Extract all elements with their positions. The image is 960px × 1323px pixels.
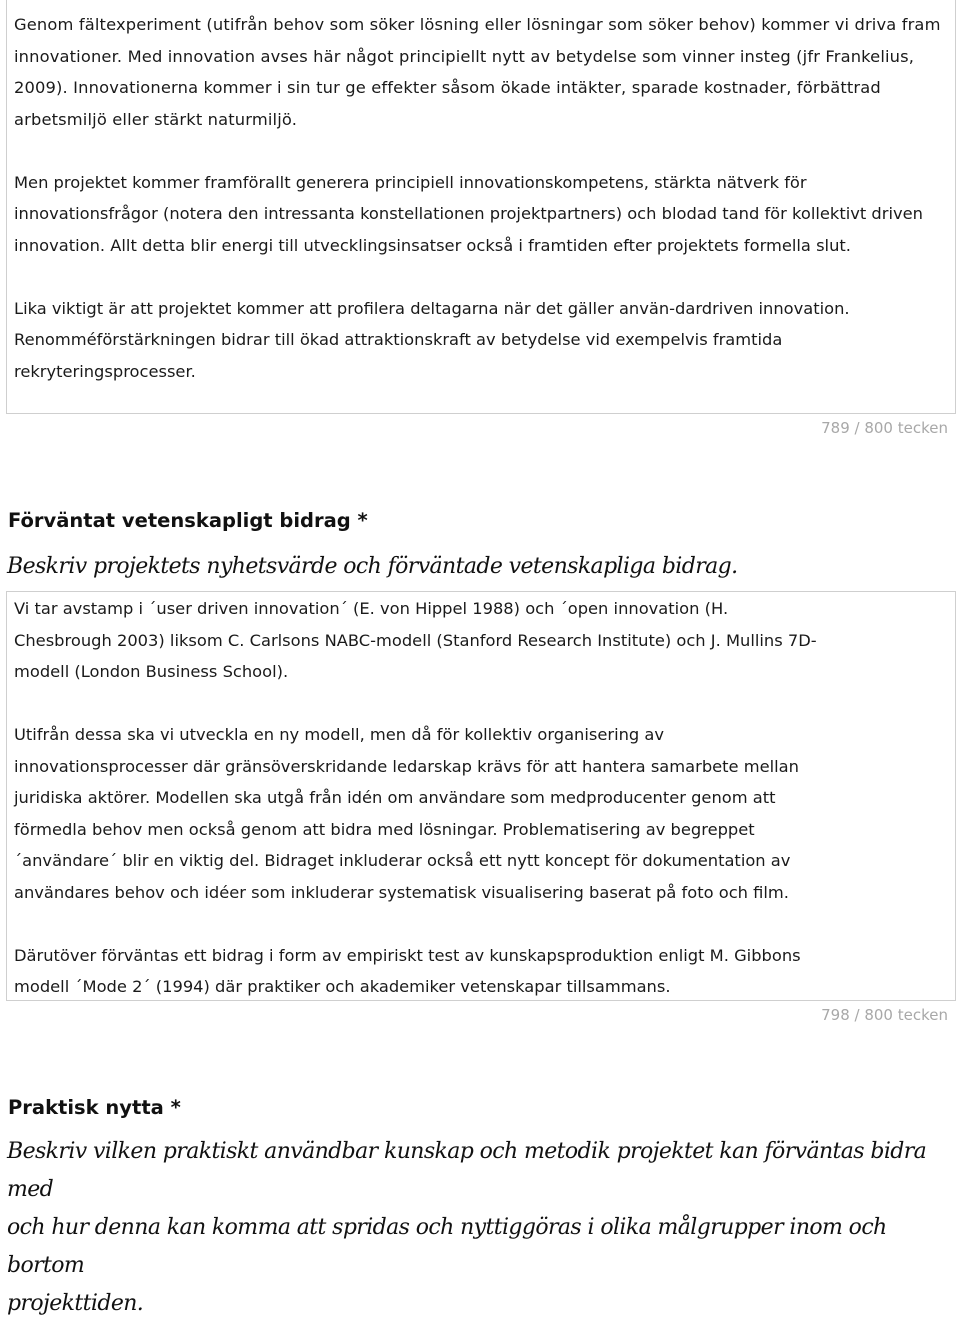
answer-paragraph: Därutöver förväntas ett bidrag i form av empiriskt test av kunskapsproduktion enligt M. Gibbons modell ´Mode 2´ (1994) där praktiker och akademiker vetenskapar tillsammans. bbox=[14, 945, 801, 996]
section-description: Beskriv vilken praktiskt användbar kunskap och metodik projektet kan förväntas bidra med och hur denna kan komma att spridas och nyttiggöras i olika målgrupper inom och bortom projekttiden. bbox=[7, 1139, 927, 1316]
answer-paragraph: Utifrån dessa ska vi utveckla en ny modell, men då för kollektiv organisering av innovationsprocesser där gränsöverskridande ledarskap krävs för att hantera samarbete mellan juridiska aktörer. Modellen ska utgå från idén om användare som medproducenter genom att förmedla behov men också genom att bidra med lösningar. Problematisering av begreppet ´användare´ blir en viktig del. Bidraget inkluderar också ett nytt koncept för dokumentation av användares behov och idéer som inkluderar systematisk visualisering baserat på foto och film. bbox=[14, 725, 799, 902]
section-heading-scientific-contribution: Förväntat vetenskapligt bidrag * bbox=[8, 509, 368, 532]
answer-paragraph: Vi tar avstamp i ´user driven innovation´ (E. von Hippel 1988) och ´open innovation (H. Chesbrough 2003) liksom C. Carlsons NABC-modell (Stanford Research Institute) och J. Mullins 7D- modell (London Business School). bbox=[14, 599, 817, 681]
section-description: Beskriv projektets nyhetsvärde och förväntade vetenskapliga bidrag. bbox=[7, 554, 738, 579]
character-counter: 798 / 800 tecken bbox=[821, 1006, 948, 1024]
answer-textarea-innovation[interactable] bbox=[6, 0, 956, 414]
answer-textarea-scientific-contribution[interactable] bbox=[6, 591, 956, 1001]
answer-paragraph: Men projektet kommer framförallt generera principiell innovationskompetens, stärkta nätverk för innovationsfrågor (notera den intressanta konstellationen projektpartners) och blodad tand för kollektivt driven innovation. Allt detta blir energi till utvecklingsinsatser också i framtiden efter projektets formella slut. bbox=[14, 172, 923, 255]
section-heading-practical-benefit: Praktisk nytta * bbox=[8, 1096, 181, 1119]
answer-paragraph: Lika viktigt är att projektet kommer att profilera deltagarna när det gäller använ-dardriven innovation. Renomméförstärkningen bidrar till ökad attraktionskraft av betydelse vid exempelvis framtida rekryteringsprocesser. bbox=[14, 298, 850, 381]
character-counter: 789 / 800 tecken bbox=[821, 419, 948, 437]
answer-paragraph: Genom fältexperiment (utifrån behov som söker lösning eller lösningar som söker behov) kommer vi driva fram innovationer. Med innovation avses här något principiellt nytt av betydelse som vinner insteg (jfr Frankelius, 2009). Innovationerna kommer i sin tur ge effekter såsom ökade intäkter, sparade kostnader, förbättrad arbetsmiljö eller stärkt naturmiljö. bbox=[14, 15, 941, 129]
